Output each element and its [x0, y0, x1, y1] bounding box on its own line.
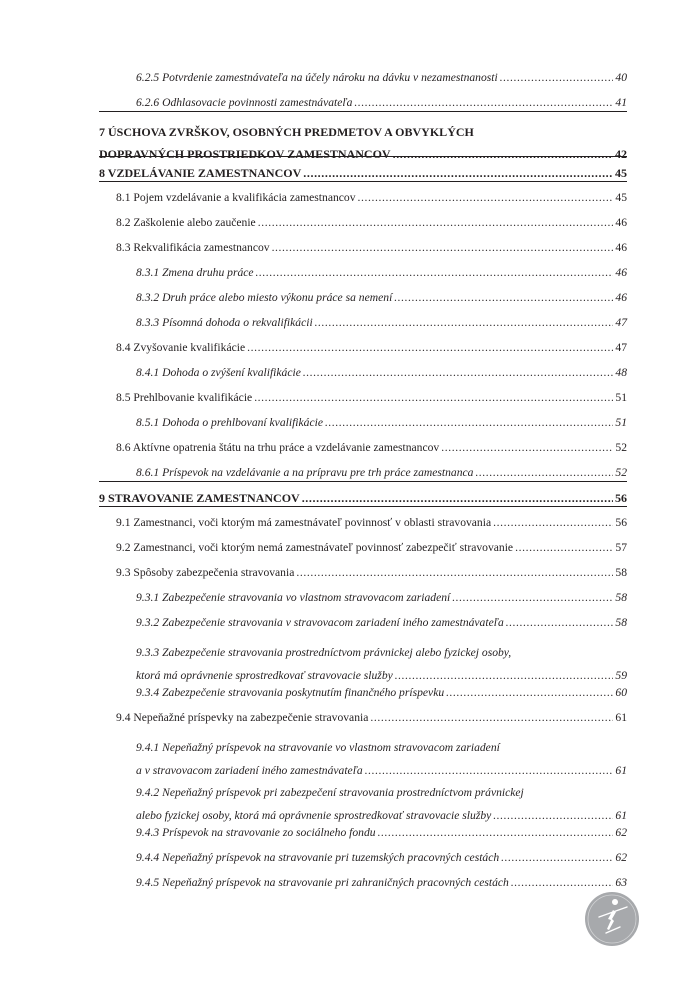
toc-entry[interactable]	[116, 191, 627, 205]
toc-entry-page-number: 61	[615, 809, 627, 822]
dot-leader	[315, 316, 614, 330]
toc-entry[interactable]	[136, 291, 627, 305]
toc-entry-title: 9.3.1 Zabezpečenie stravovania vo vlastnom stravovacom zariadení	[136, 591, 451, 604]
dot-leader	[258, 216, 614, 230]
dot-leader	[256, 266, 614, 280]
toc-entry[interactable]	[136, 826, 627, 840]
dot-leader	[475, 466, 613, 480]
toc-entry[interactable]	[136, 851, 627, 865]
toc-entry[interactable]	[116, 541, 627, 555]
toc-entry-page-number: 48	[615, 366, 627, 379]
toc-entry[interactable]	[136, 736, 627, 782]
toc-entry[interactable]	[136, 686, 627, 700]
toc-entry-page-number: 58	[615, 616, 627, 629]
toc-entry[interactable]	[136, 466, 627, 480]
toc-entry[interactable]	[136, 366, 627, 380]
toc-entry-title: 8.3.2 Druh práce alebo miesto výkonu práce sa nemení	[136, 291, 393, 304]
toc-entry-title: 9 STRAVOVANIE ZAMESTNANCOV	[99, 491, 300, 505]
section-separator-line	[99, 481, 627, 482]
toc-entry[interactable]	[136, 781, 627, 827]
dot-leader	[506, 616, 614, 630]
dot-leader	[493, 516, 613, 530]
dot-leader	[370, 711, 613, 725]
toc-entry-page-number: 62	[615, 851, 627, 864]
toc-entry-title: 8.1 Pojem vzdelávanie a kvalifikácia zamestnancov	[116, 191, 356, 204]
toc-entry-title: 9.2 Zamestnanci, voči ktorým nemá zamestnávateľ povinnosť zabezpečiť stravovanie	[116, 541, 514, 554]
toc-entry[interactable]	[116, 516, 627, 530]
toc-entry-page-number: 51	[615, 391, 627, 404]
toc-entry-page-number: 63	[615, 876, 627, 889]
toc-entry-page-number: 46	[615, 266, 627, 279]
toc-entry[interactable]	[116, 216, 627, 230]
toc-entry-page-number: 45	[615, 166, 627, 180]
toc-entry[interactable]	[136, 616, 627, 630]
toc-entry-page-number: 61	[615, 764, 627, 777]
toc-entry-title: 9.3.4 Zabezpečenie stravovania poskytnutím finančného príspevku	[136, 686, 445, 699]
toc-entry-page-number: 46	[615, 291, 627, 304]
toc-entry-title: ktorá má oprávnenie sprostredkovať stravovacie služby	[136, 669, 393, 682]
dot-leader	[446, 686, 613, 700]
toc-entry-title: 8.3.1 Zmena druhu práce	[136, 266, 254, 279]
toc-entry-title: 9.4.5 Nepeňažný príspevok na stravovanie pri zahraničných pracovných cestách	[136, 876, 509, 889]
toc-entry[interactable]	[116, 441, 627, 455]
toc-entry-title: 8.4.1 Dohoda o zvýšení kvalifikácie	[136, 366, 301, 379]
toc-entry-title: a v stravovacom zariadení iného zamestnávateľa	[136, 764, 363, 777]
toc-entry-page-number: 40	[615, 71, 627, 84]
toc-entry[interactable]	[116, 566, 627, 580]
toc-entry[interactable]	[99, 166, 627, 180]
dot-leader	[247, 341, 613, 355]
section-separator-line	[99, 111, 627, 112]
section-separator-line	[99, 506, 627, 507]
dot-leader	[296, 566, 613, 580]
toc-entry-page-number: 61	[615, 711, 627, 724]
toc-entry[interactable]	[116, 341, 627, 355]
toc-entry-title: 8.3 Rekvalifikácia zamestnancov	[116, 241, 270, 254]
dot-leader	[303, 366, 614, 380]
toc-entry-title: 6.2.6 Odhlasovacie povinnosti zamestnávateľa	[136, 96, 353, 109]
toc-entry-title: DOPRAVNÝCH PROSTRIEDKOV ZAMESTNANCOV	[99, 147, 391, 161]
toc-entry-page-number: 46	[615, 216, 627, 229]
toc-entry-title: 8.4 Zvyšovanie kvalifikácie	[116, 341, 246, 354]
dot-leader	[254, 391, 613, 405]
toc-entry-page-number: 62	[615, 826, 627, 839]
dot-leader	[302, 491, 613, 505]
toc-entry[interactable]	[136, 416, 627, 430]
toc-entry-title: 9.3.2 Zabezpečenie stravovania v stravovacom zariadení iného zamestnávateľa	[136, 616, 504, 629]
toc-entry[interactable]	[116, 711, 627, 725]
dot-leader	[452, 591, 613, 605]
toc-entry[interactable]	[136, 266, 627, 280]
toc-entry-page-number: 42	[615, 147, 627, 161]
toc-entry-title-line: 9.4.1 Nepeňažný príspevok na stravovanie vo vlastnom stravovacom zariadení	[136, 741, 500, 754]
toc-entry[interactable]	[116, 391, 627, 405]
dot-leader	[395, 664, 614, 687]
toc-entry[interactable]	[136, 641, 627, 687]
toc-entry-title: 9.1 Zamestnanci, voči ktorým má zamestnávateľ povinnosť v oblasti stravovania	[116, 516, 492, 529]
toc-entry-page-number: 58	[615, 566, 627, 579]
toc-entry[interactable]	[136, 71, 627, 85]
toc-entry-title-line: 9.4.2 Nepeňažný príspevok pri zabezpečení stravovania prostredníctvom právnickej	[136, 786, 524, 799]
dot-leader	[365, 759, 614, 782]
toc-entry-title: 8.3.3 Písomná dohoda o rekvalifikácii	[136, 316, 313, 329]
section-separator-line	[99, 181, 627, 182]
toc-entry-title: 8 VZDELÁVANIE ZAMESTNANCOV	[99, 166, 302, 180]
dot-leader	[441, 441, 613, 455]
toc-entry-page-number: 58	[615, 591, 627, 604]
dot-leader	[515, 541, 613, 555]
toc-entry[interactable]	[136, 96, 627, 110]
dot-leader	[493, 804, 613, 827]
dot-leader	[354, 96, 613, 110]
toc-entry-title: 9.4 Nepeňažné príspevky na zabezpečenie stravovania	[116, 711, 369, 724]
toc-entry-page-number: 59	[615, 669, 627, 682]
toc-entry-title: 8.6.1 Príspevok na vzdelávanie a na prípravu pre trh práce zamestnanca	[136, 466, 474, 479]
toc-entry[interactable]	[136, 876, 627, 890]
toc-entry-title-line: 9.3.3 Zabezpečenie stravovania prostredníctvom právnickej alebo fyzickej osoby,	[136, 646, 512, 659]
toc-entry-page-number: 52	[615, 466, 627, 479]
toc-entry[interactable]	[136, 591, 627, 605]
toc-entry-page-number: 47	[615, 316, 627, 329]
dot-leader	[325, 416, 613, 430]
toc-entry-title: 8.5 Prehlbovanie kvalifikácie	[116, 391, 253, 404]
toc-entry-page-number: 57	[615, 541, 627, 554]
toc-entry[interactable]	[99, 121, 627, 165]
dot-leader	[511, 876, 614, 890]
toc-entry-page-number: 56	[615, 491, 627, 505]
dot-leader	[500, 71, 614, 85]
publisher-logo-icon	[584, 891, 640, 947]
toc-entry-title: 9.4.4 Nepeňažný príspevok na stravovanie pri tuzemských pracovných cestách	[136, 851, 500, 864]
dot-leader	[272, 241, 614, 255]
dot-leader	[394, 291, 613, 305]
toc-entry-page-number: 56	[615, 516, 627, 529]
toc-entry-title: 8.2 Zaškolenie alebo zaučenie	[116, 216, 256, 229]
toc-entry-page-number: 45	[615, 191, 627, 204]
dot-leader	[358, 191, 614, 205]
toc-entry-title: 6.2.5 Potvrdenie zamestnávateľa na účely nároku na dávku v nezamestnanosti	[136, 71, 498, 84]
toc-entry[interactable]	[116, 241, 627, 255]
dot-leader	[378, 826, 614, 840]
toc-entry-page-number: 52	[615, 441, 627, 454]
toc-entry-title: 9.4.3 Príspevok na stravovanie zo sociálneho fondu	[136, 826, 376, 839]
toc-entry[interactable]	[136, 316, 627, 330]
section-separator-line	[99, 156, 627, 157]
toc-entry-title: 9.3 Spôsoby zabezpečenia stravovania	[116, 566, 295, 579]
toc-entry-page-number: 46	[615, 241, 627, 254]
toc-entry-title: 8.6 Aktívne opatrenia štátu na trhu práce a vzdelávanie zamestnancov	[116, 441, 440, 454]
toc-entry-title-line: 7 ÚSCHOVA ZVRŠKOV, OSOBNÝCH PREDMETOV A OBVYKLÝCH	[99, 125, 474, 139]
dot-leader	[303, 166, 613, 180]
toc-entry-page-number: 60	[615, 686, 627, 699]
toc-entry-title: alebo fyzickej osoby, ktorá má oprávnenie sprostredkovať stravovacie služby	[136, 809, 492, 822]
toc-entry-page-number: 51	[615, 416, 627, 429]
toc-entry-page-number: 41	[615, 96, 627, 109]
dot-leader	[501, 851, 613, 865]
toc-entry-page-number: 47	[615, 341, 627, 354]
toc-entry[interactable]	[99, 491, 627, 505]
toc-entry-title: 8.5.1 Dohoda o prehlbovaní kvalifikácie	[136, 416, 323, 429]
dot-leader	[393, 143, 613, 165]
